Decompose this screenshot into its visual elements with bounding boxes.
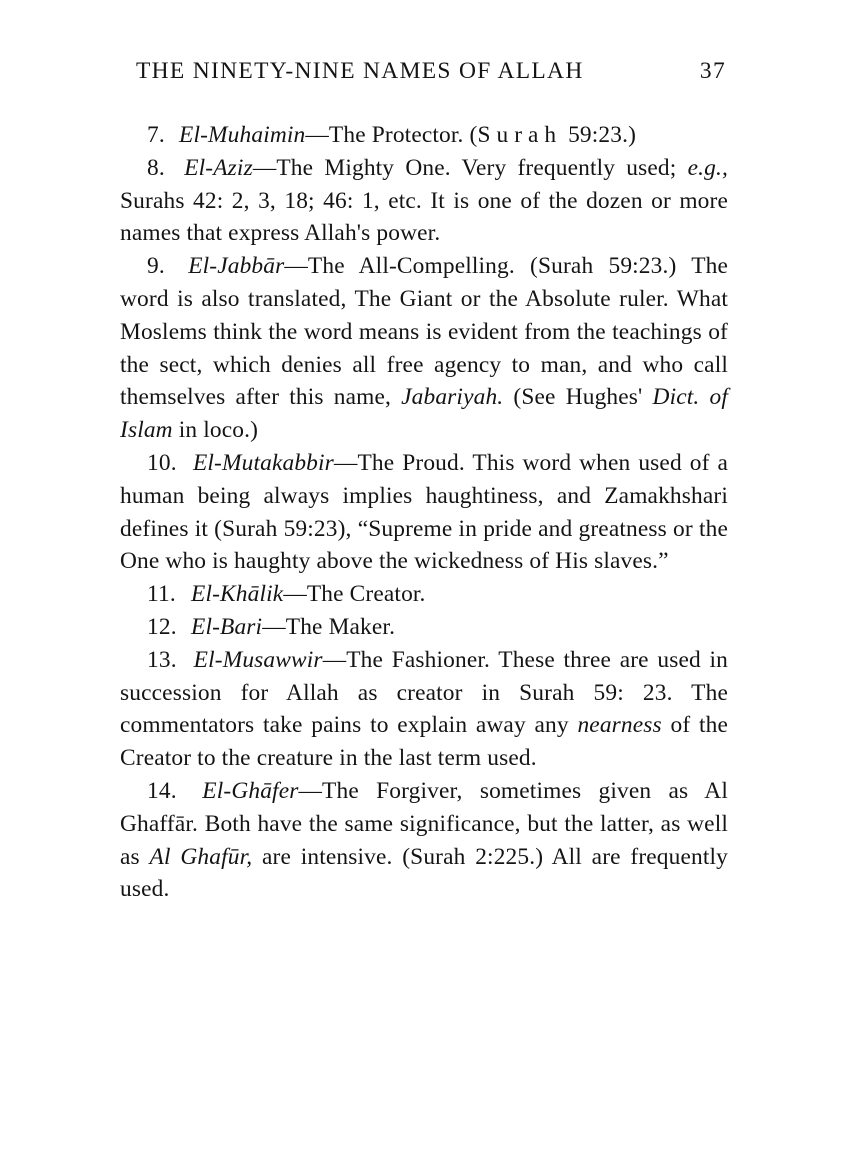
divine-name: El-Bari xyxy=(191,613,263,640)
sect-name: Jabariyah. xyxy=(401,384,504,411)
divine-name: El-Musawwir xyxy=(193,646,323,673)
entry-10 xyxy=(120,447,728,578)
divine-name: El-Khālik xyxy=(191,581,284,608)
entry-meaning: —The Protector. xyxy=(305,122,464,148)
running-head xyxy=(120,58,728,92)
entry-number: 11. xyxy=(147,581,176,608)
page-number: 37 xyxy=(699,58,726,84)
entry-text: —The All-Compelling. (Surah 59:23.) The word is also translated, The Giant or the Absolute ruler. What Moslems think the word means is evident from the teachings of the sect, which denies all free agency to man, and who call themselves after this name, xyxy=(120,253,729,411)
alternate-name: Al Ghafūr, xyxy=(149,843,253,870)
entry-number: 9. xyxy=(147,253,165,280)
book-page xyxy=(120,58,728,906)
entry-12 xyxy=(120,611,728,644)
abbreviation: e.g., xyxy=(687,154,729,181)
entry-11 xyxy=(120,578,728,611)
entry-text: 59:23.) xyxy=(568,122,637,148)
entry-text: —The Creator. xyxy=(283,581,426,608)
entry-text: in loco.) xyxy=(178,417,259,444)
entry-number: 7. xyxy=(147,122,165,148)
entry-14 xyxy=(120,775,728,906)
body-text xyxy=(120,119,728,906)
entry-text: (See Hughes' xyxy=(513,384,643,411)
entry-7: 7. El-Muhaimin—The Protector. (Surah 59:23.) xyxy=(120,119,728,152)
divine-name: El-Jabbār xyxy=(188,253,285,280)
entry-number: 8. xyxy=(147,154,165,181)
entry-number: 14. xyxy=(147,777,177,804)
entry-text: of the Creator to the creature in the last term used. xyxy=(120,712,729,772)
divine-name: El-Ghāfer xyxy=(202,777,299,804)
entry-text: —The Forgiver, sometimes given as Al Ghaffār. Both have the same significance, but the latter, as well as xyxy=(120,777,728,870)
emphasized-word: nearness xyxy=(577,712,662,739)
entry-text: —The Maker. xyxy=(262,613,396,640)
divine-name: El-Aziz xyxy=(184,154,253,181)
entry-13 xyxy=(120,644,728,775)
reference-title: Dict. of Islam xyxy=(120,384,728,444)
entry-text: —The Fashioner. These three are used in succession for Allah as creator in Surah 59: 23. The commentators take pains to explain away any xyxy=(120,646,728,739)
entry-text: are intensive. (Surah 2:225.) All are frequently used. xyxy=(120,843,729,903)
divine-name: El-Mutakabbir xyxy=(192,449,334,476)
entry-number: 13. xyxy=(147,646,177,673)
entry-number: 12. xyxy=(147,613,177,640)
divine-name: El-Muhaimin xyxy=(179,122,306,148)
entry-text: —The Mighty One. Very frequently used; xyxy=(252,154,677,181)
entry-text: —The Proud. This word when used of a human being always implies haughtiness, and Zamakhshari defines it (Surah 59:23), “Supreme in pride and greatness or the One who is haughty above the wickedness of His slaves.” xyxy=(120,449,729,575)
entry-text: Surahs 42: 2, 3, 18; 46: 1, etc. It is one of the dozen or more names that express Allah's power. xyxy=(120,187,728,247)
entry-number: 10. xyxy=(147,449,177,476)
running-title: THE NINETY-NINE NAMES OF ALLAH xyxy=(136,58,584,84)
entry-9 xyxy=(120,250,728,447)
entry-8 xyxy=(120,152,728,250)
surah-word: Surah xyxy=(477,122,563,148)
